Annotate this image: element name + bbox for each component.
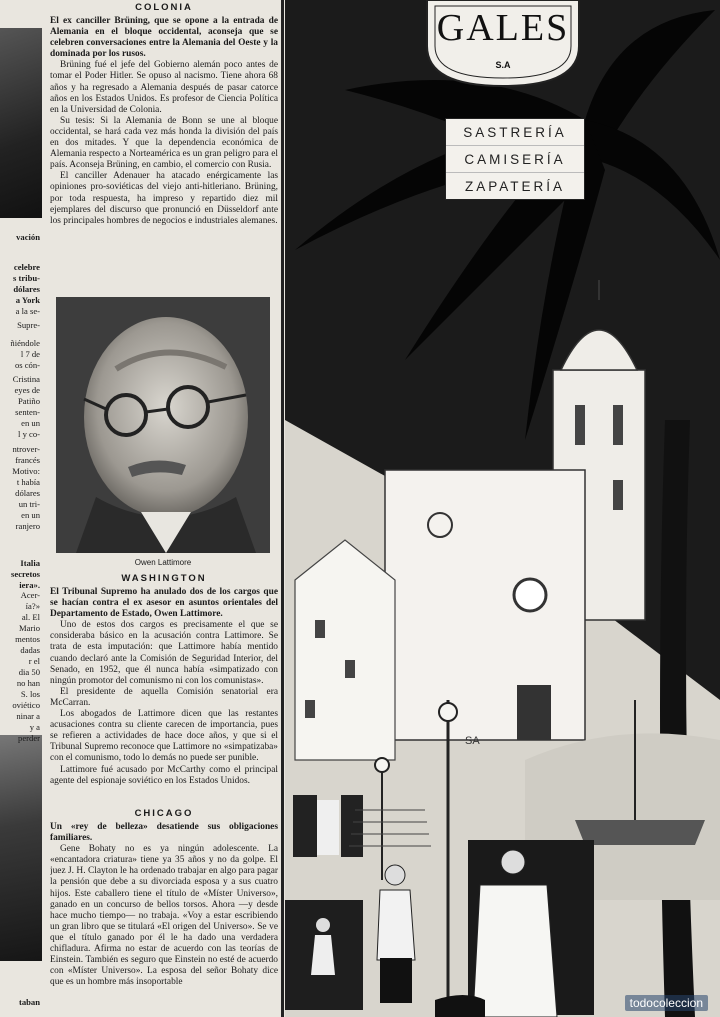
clipped-text-fragment: un tri-	[18, 499, 40, 509]
clipped-text-fragment: dia 50	[18, 667, 40, 677]
clipped-text-fragment: Acer-	[20, 590, 40, 600]
clipped-text-fragment: celebre	[13, 262, 40, 272]
article-paragraph: Uno de estos dos cargos es precisamente el que se consideraba básico en la acusación contra Lattimore. Se trata de esta imputación: que Lattimore había mentido cuando declaró ante la Comisión de Seguridad Interior, del Senado, en 1952, que él nunca había «simpatizado con ningún promotor del comunismo ni con los comunistas».	[50, 620, 278, 686]
clipped-text-fragment: r el	[28, 656, 40, 666]
clipped-text-fragment: y a	[29, 722, 40, 732]
portrait-caption: Owen Lattimore	[134, 558, 192, 567]
article-paragraph: Los abogados de Lattimore dicen que las restantes acusaciones contra su cliente carecen de importancia, pues se refieren a actividades de hace doce años, y que si el Tribunal Supremo reconoce que Lattimore no «simpatizaba» con el comunismo, todo lo demás no puede ser punible.	[50, 709, 278, 764]
clipped-photo-bottom	[0, 735, 42, 961]
clipped-text-fragment: a la se-	[15, 306, 40, 316]
article-paragraph: Gene Bohaty no es ya ningún adolescente. La «encantadora criatura» tiene ya 35 años y no da golpe. El juez J. H. Clayton le ha ordenado trabajar en algo para pagar la pensión que debe a su divorciada esposa y a sus cuatro hijos. Este caballero tiene el título de «Míster Universo», ganado en un concurso de bellos torsos. Ahora —y desde hace mucho tiempo— no trabaja. «Voy a estar escribiendo un gran libro que se titulará «El origen del Universo». Se ve que el título ganado por él le ha dado una verdadera chifladura. Afirma no estar de acuerdo con las teorías de Einstein. También es seguro que Einstein no esté de acuerdo con «Míster Universo». La esposa del señor Bohaty dice que es un hombre más insoportable	[50, 844, 278, 988]
clipped-text-fragment: oviético	[12, 700, 40, 710]
clipped-text-fragment: Italia	[20, 558, 40, 568]
clipped-text-fragment: eyes de	[14, 385, 40, 395]
clipped-text-fragment: Cristina	[12, 374, 40, 384]
article-paragraph: El canciller Adenauer ha atacado enérgicamente las opiniones pro-soviéticas del viejo anti-hitleriano. Brüning, por toda respuesta, ha impreso y repartido diez mil ejemplares del discurso que pronunció en Düsseldorf ante los principales hombres de negocios e industriales alemanes.	[50, 171, 278, 226]
clipped-text-fragment: en un	[21, 418, 40, 428]
clipped-text-fragment: S. los	[20, 689, 40, 699]
clipped-text-fragment: ñiéndole	[10, 338, 40, 348]
section-title-washington: WASHINGTON	[121, 573, 207, 584]
brand-logo	[423, 0, 583, 86]
clipped-text-fragment: senten-	[15, 407, 40, 417]
watermark: todocoleccion	[625, 995, 708, 1011]
clipped-text-fragment: perder	[18, 733, 40, 743]
clipped-text-fragment: en un	[21, 510, 40, 520]
clipped-text-fragment: l y co-	[18, 429, 40, 439]
clipped-text-fragment: l 7 de	[20, 349, 40, 359]
section-title-chicago: CHICAGO	[134, 808, 194, 819]
clipped-text-fragment: vación	[16, 232, 40, 242]
clipped-text-fragment: mentos	[15, 634, 40, 644]
clipped-text-fragment: francés	[15, 455, 40, 465]
clipped-text-fragment: Supre-	[17, 320, 40, 330]
clipped-text-fragment: dadas	[20, 645, 40, 655]
clipped-text-fragment: al. El	[21, 612, 40, 622]
clipped-text-fragment: Patiño	[18, 396, 40, 406]
service-shirtmaking: CAMISERÍA	[446, 145, 584, 172]
article-paragraph: Brüning fué el jefe del Gobierno alemán poco antes de tomar el Poder Hitler. Se opuso al nacismo. Tiene ahora 68 años y ha regresado a Alemania después de pasar catorce años en los Estados Unidos. Es profesor de Ciencia Política en la Universidad de Colonia.	[50, 60, 278, 115]
clipped-text-fragment: dólares	[13, 284, 40, 294]
services-box	[445, 118, 585, 200]
clipped-text-fragment: taban	[18, 997, 40, 1007]
left-clipped-column	[0, 0, 42, 1017]
section-title-colonia: COLONIA	[135, 2, 193, 13]
clipped-text-fragment: ninar a	[16, 711, 40, 721]
clipped-text-fragment: ía?»	[25, 601, 40, 611]
clipped-text-fragment: dólares	[15, 488, 40, 498]
article-lead: El ex canciller Brüning, que se opone a la entrada de Alemania en el bloque occidental, aconseja que se celebren conversaciones entre la Alemania del Oeste y la dominada por los rusos.	[50, 16, 278, 60]
portrait-photo	[56, 297, 270, 553]
column-divider	[281, 0, 284, 1017]
article-paragraph: El presidente de aquella Comisión senatorial era McCarran.	[50, 686, 278, 708]
gales-advertisement	[285, 0, 720, 1017]
clipped-text-fragment: no han	[16, 678, 40, 688]
service-shoemaking: ZAPATERÍA	[446, 172, 584, 199]
news-column	[50, 0, 278, 1017]
brand-name: GALES	[436, 7, 570, 49]
clipped-text-fragment: Motivo:	[12, 466, 40, 476]
article-lead: Un «rey de belleza» desatiende sus obligaciones familiares.	[50, 822, 278, 844]
clipped-text-fragment: os cón-	[14, 360, 40, 370]
service-tailoring: SASTRERÍA	[463, 125, 567, 140]
portrait-illustration	[56, 297, 270, 553]
article-chicago	[50, 808, 278, 988]
clipped-text-fragment: Mario	[18, 623, 40, 633]
clipped-text-fragment: ranjero	[15, 521, 40, 531]
clipped-photo-top	[0, 28, 42, 218]
clipped-text-fragment: iera».	[19, 580, 40, 590]
clipped-text-fragment: t había	[16, 477, 40, 487]
clipped-text-fragment: ntrover-	[12, 444, 40, 454]
brand-suffix: S.A	[495, 60, 511, 70]
article-colonia	[50, 2, 278, 227]
clipped-text-fragment: a York	[15, 295, 40, 305]
article-washington	[50, 573, 278, 787]
article-lead: El Tribunal Supremo ha anulado dos de los cargos que se hacían contra el ex asesor en asuntos orientales del Departamento de Estado, Owen Lattimore.	[50, 587, 278, 620]
clipped-text-fragment: secretos	[11, 569, 40, 579]
article-paragraph: Su tesis: Si la Alemania de Bonn se une al bloque occidental, se hará cada vez más honda la división del país en dos mitades. Y que la dependencia económica de Alemania respecto a Norteamérica es un gran peligro para el país. Aconseja Brüning, en cambio, el comercio con Rusia.	[50, 115, 278, 171]
clipped-text-fragment: s tribu-	[13, 273, 40, 283]
article-paragraph: Lattimore fué acusado por McCarthy como el principal agente del espionaje soviético en los Estados Unidos.	[50, 764, 278, 786]
artist-signature: SA	[465, 735, 480, 747]
